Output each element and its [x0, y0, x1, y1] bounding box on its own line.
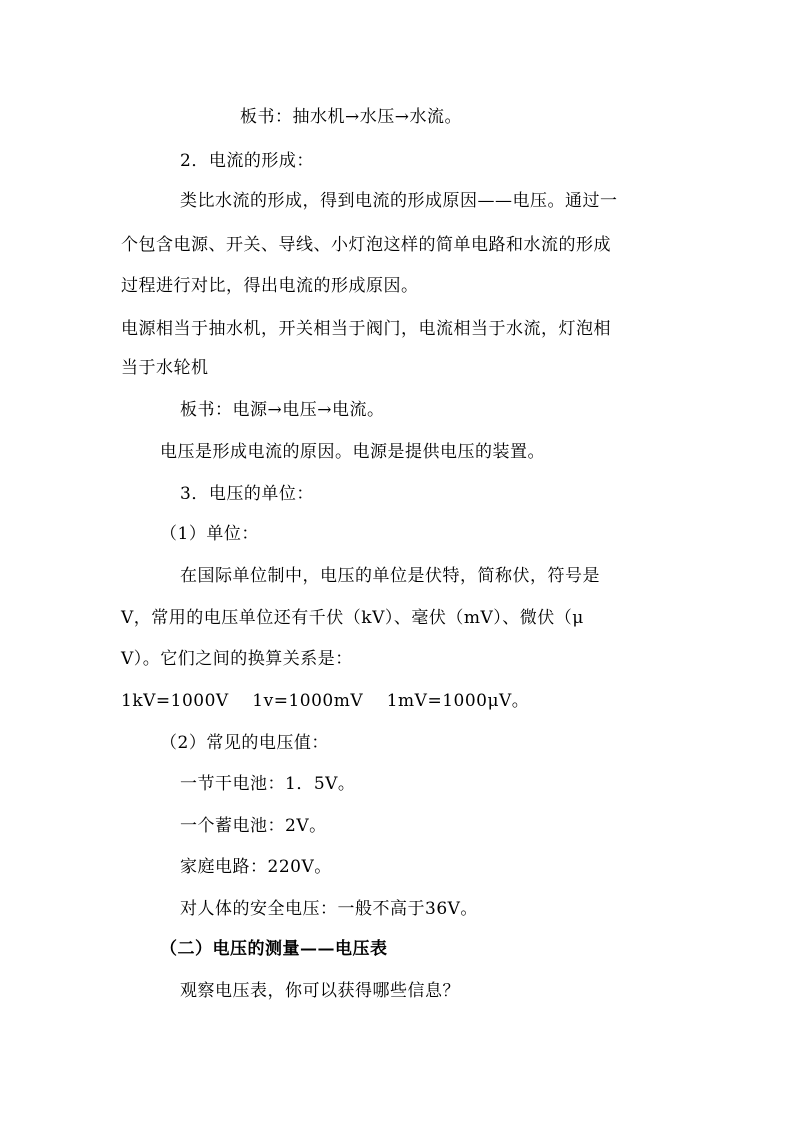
paragraph-line: 电压是形成电流的原因。电源是提供电压的装置。: [160, 442, 545, 462]
paragraph-line: 个包含电源、开关、导线、小灯泡这样的简单电路和水流的形成: [121, 235, 611, 255]
subheading-common-values: （2）常见的电压值：: [160, 733, 329, 753]
unit-conversion-line: 1kV=1000V 1v=1000mV 1mV=1000μV。: [121, 691, 530, 711]
paragraph-line: 类比水流的形成，得到电流的形成原因——电压。通过一: [180, 191, 618, 211]
voltage-value-item: 家庭电路：220V。: [180, 857, 332, 877]
voltage-value-item: 对人体的安全电压：一般不高于36V。: [180, 899, 478, 919]
paragraph-line: 观察电压表，你可以获得哪些信息？: [180, 981, 460, 1001]
paragraph-line: V）。它们之间的换算关系是：: [121, 649, 353, 669]
paragraph-line: 当于水轮机: [121, 358, 209, 378]
voltage-value-item: 一节干电池：1．5V。: [180, 774, 356, 794]
subheading-unit: （1）单位：: [160, 524, 259, 544]
section-heading-voltmeter: （二）电压的测量——电压表: [160, 939, 388, 959]
section-heading-voltage-unit: 3．电压的单位：: [180, 484, 314, 504]
section-heading-current-formation: 2．电流的形成：: [180, 151, 314, 171]
blackboard-note-water: 板书：抽水机→水压→水流。: [240, 107, 462, 127]
paragraph-line: V，常用的电压单位还有千伏（kV）、毫伏（mV）、微伏（μ: [121, 608, 584, 628]
voltage-value-item: 一个蓄电池：2V。: [180, 816, 327, 836]
paragraph-line: 过程进行对比，得出电流的形成原因。: [121, 276, 419, 296]
paragraph-line: 电源相当于抽水机，开关相当于阀门，电流相当于水流，灯泡相: [121, 319, 611, 339]
paragraph-line: 在国际单位制中，电压的单位是伏特，简称伏，符号是: [180, 566, 600, 586]
blackboard-note-electric: 板书：电源→电压→电流。: [180, 400, 385, 420]
